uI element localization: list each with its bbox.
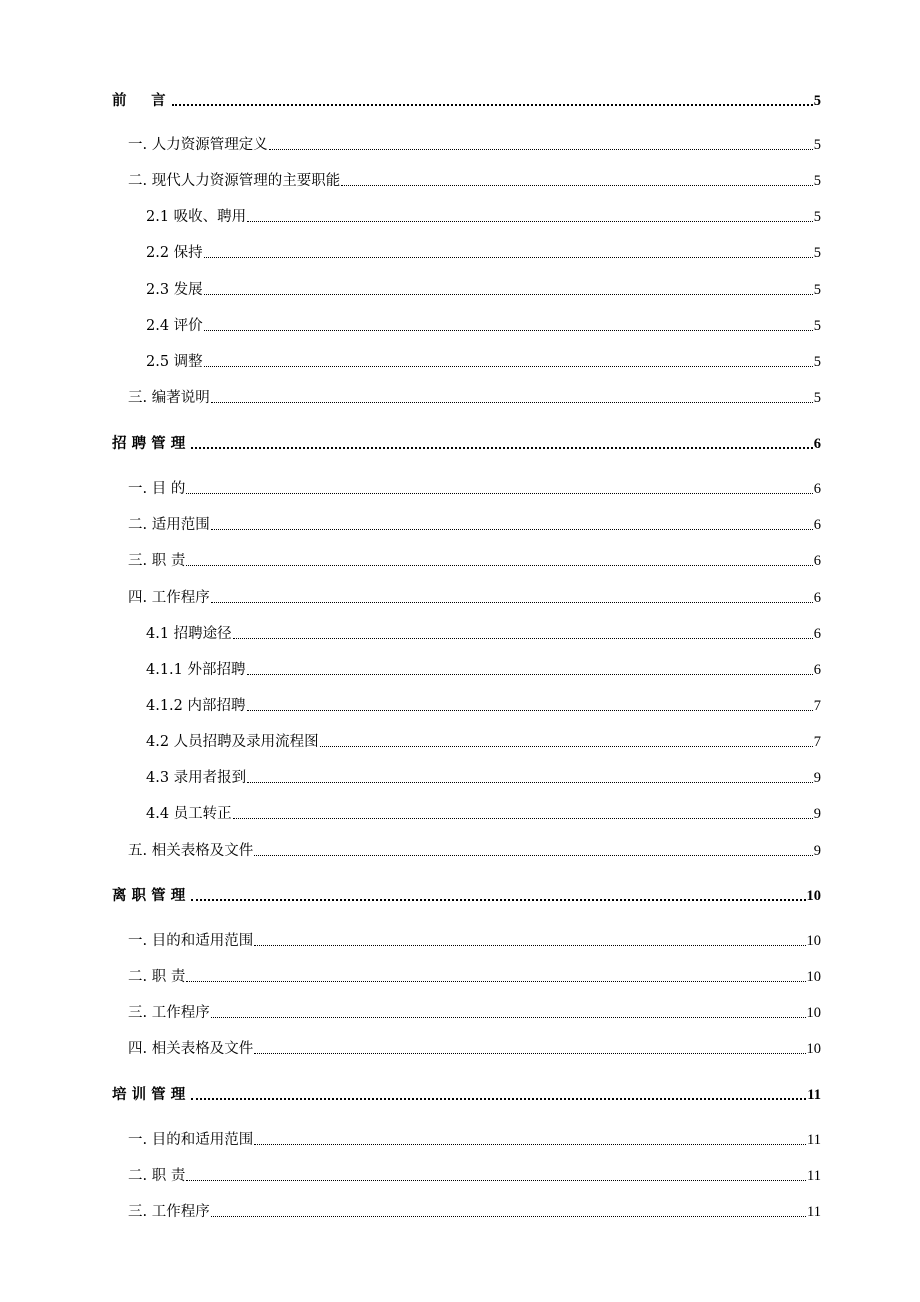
toc-entry[interactable]	[128, 1004, 821, 1022]
toc-entry-label: 一. 目 的	[128, 481, 186, 497]
toc-dot-leader	[211, 602, 813, 603]
toc-entry[interactable]	[128, 516, 821, 534]
toc-entry-label: 2.4 评价	[146, 318, 203, 334]
toc-entry[interactable]	[146, 769, 821, 787]
toc-dot-leader	[204, 330, 813, 331]
toc-entry-label: 三. 工作程序	[128, 1204, 210, 1220]
toc-page-number: 11	[807, 1168, 821, 1184]
toc-page-number: 7	[813, 698, 821, 714]
toc-entry-label: 三. 职 责	[128, 553, 186, 569]
toc-entry-label: 4.4 员工转正	[146, 806, 232, 822]
toc-entry-label: 二. 职 责	[128, 969, 186, 985]
toc-entry-preface[interactable]	[112, 92, 821, 110]
toc-entry[interactable]	[128, 968, 821, 986]
toc-entry[interactable]	[146, 281, 821, 299]
toc-entry-label: 2.2 保持	[146, 245, 203, 261]
toc-dot-leader	[204, 257, 813, 258]
toc-dot-leader	[254, 945, 805, 946]
toc-page-number: 10	[806, 933, 821, 949]
toc-entry-label: 培训管理	[112, 1086, 191, 1103]
toc-entry[interactable]	[146, 244, 821, 262]
toc-entry-label: 一. 目的和适用范围	[128, 1132, 254, 1148]
toc-entry[interactable]	[146, 733, 821, 751]
toc-entry[interactable]	[128, 136, 821, 154]
toc-dot-leader	[247, 782, 813, 783]
toc-page-number: 10	[806, 1005, 821, 1021]
toc-page-number: 9	[813, 843, 821, 859]
toc-dot-leader	[204, 294, 813, 295]
toc-page-number: 6	[813, 590, 821, 606]
toc-entry[interactable]	[146, 805, 821, 823]
toc-entry[interactable]	[146, 697, 821, 715]
toc-entry-label: 4.1.1 外部招聘	[146, 662, 246, 678]
toc-page-number: 6	[813, 436, 821, 452]
toc-entry-label: 招聘管理	[112, 435, 191, 452]
toc-page-number: 6	[813, 481, 821, 497]
toc-entry-label: 二. 职 责	[128, 1168, 186, 1184]
toc-entry[interactable]	[146, 353, 821, 371]
toc-dot-leader	[247, 674, 813, 675]
toc-page-number: 11	[807, 1087, 821, 1103]
toc-dot-leader	[211, 529, 813, 530]
toc-entry[interactable]	[146, 208, 821, 226]
toc-entry[interactable]	[128, 172, 821, 190]
toc-entry-label: 离职管理	[112, 887, 191, 904]
toc-entry-label: 三. 编著说明	[128, 390, 210, 406]
toc-entry[interactable]	[128, 552, 821, 570]
toc-entry-label: 五. 相关表格及文件	[128, 843, 254, 859]
toc-entry-training[interactable]	[112, 1086, 821, 1104]
toc-page-number: 5	[813, 354, 821, 370]
toc-dot-leader	[204, 366, 813, 367]
toc-entry[interactable]	[128, 1131, 821, 1149]
toc-dot-leader	[233, 818, 813, 819]
toc-page-number: 5	[813, 245, 821, 261]
toc-entry[interactable]	[128, 932, 821, 950]
toc-dot-leader	[211, 1216, 806, 1217]
toc-entry-label: 三. 工作程序	[128, 1005, 210, 1021]
toc-dot-leader	[254, 1144, 806, 1145]
toc-page-number: 9	[813, 770, 821, 786]
toc-dot-leader	[186, 493, 812, 494]
toc-dot-leader	[341, 185, 813, 186]
toc-entry-label: 4.2 人员招聘及录用流程图	[146, 734, 319, 750]
toc-page-number: 5	[813, 93, 821, 109]
toc-entry[interactable]	[128, 589, 821, 607]
toc-entry-label: 2.3 发展	[146, 282, 203, 298]
toc-dot-leader	[191, 447, 812, 449]
toc-dot-leader	[247, 710, 813, 711]
toc-entry[interactable]	[128, 842, 821, 860]
toc-entry-label: 前 言	[112, 92, 171, 109]
toc-dot-leader	[186, 565, 812, 566]
toc-page-number: 5	[813, 390, 821, 406]
toc-page-number: 10	[806, 1041, 821, 1057]
toc-entry-label: 一. 目的和适用范围	[128, 933, 254, 949]
toc-entry[interactable]	[146, 625, 821, 643]
toc-page-number: 5	[813, 137, 821, 153]
toc-dot-leader	[320, 746, 813, 747]
toc-page-number: 10	[806, 969, 821, 985]
toc-page-number: 6	[813, 553, 821, 569]
toc-page-number: 6	[813, 517, 821, 533]
toc-page-number: 7	[813, 734, 821, 750]
toc-entry[interactable]	[128, 1167, 821, 1185]
toc-entry[interactable]	[128, 1203, 821, 1221]
toc-dot-leader	[191, 899, 805, 901]
toc-entry[interactable]	[128, 480, 821, 498]
toc-page-number: 9	[813, 806, 821, 822]
toc-dot-leader	[211, 1017, 806, 1018]
toc-entry-label: 2.5 调整	[146, 354, 203, 370]
toc-entry-label: 二. 现代人力资源管理的主要职能	[128, 173, 341, 189]
toc-entry-label: 一. 人力资源管理定义	[128, 137, 268, 153]
toc-entry-label: 二. 适用范围	[128, 517, 210, 533]
toc-page-number: 5	[813, 318, 821, 334]
toc-page-number: 5	[813, 282, 821, 298]
toc-entry[interactable]	[128, 1040, 821, 1058]
toc-dot-leader	[172, 104, 813, 106]
toc-entry-label: 4.3 录用者报到	[146, 770, 247, 786]
toc-dot-leader	[211, 402, 813, 403]
toc-entry-label: 四. 相关表格及文件	[128, 1041, 254, 1057]
toc-entry[interactable]	[128, 389, 821, 407]
toc-page-number: 5	[813, 173, 821, 189]
toc-entry[interactable]	[146, 661, 821, 679]
toc-dot-leader	[247, 221, 813, 222]
toc-dot-leader	[269, 149, 813, 150]
toc-dot-leader	[233, 638, 813, 639]
toc-page-number: 6	[813, 662, 821, 678]
toc-entry-label: 4.1 招聘途径	[146, 626, 232, 642]
toc-page-number: 6	[813, 626, 821, 642]
toc-entry[interactable]	[146, 317, 821, 335]
toc-page-number: 11	[807, 1204, 821, 1220]
toc-entry-label: 4.1.2 内部招聘	[146, 698, 246, 714]
toc-dot-leader	[254, 1053, 805, 1054]
toc-page-number: 10	[806, 888, 821, 904]
toc-dot-leader	[191, 1098, 806, 1100]
toc-entry-label: 四. 工作程序	[128, 590, 210, 606]
toc-entry-label: 2.1 吸收、聘用	[146, 209, 247, 225]
toc-dot-leader	[186, 981, 805, 982]
toc-page-number: 11	[807, 1132, 821, 1148]
toc-entry-recruitment[interactable]	[112, 435, 821, 453]
toc-page-number: 5	[813, 209, 821, 225]
toc-entry-resignation[interactable]	[112, 887, 821, 905]
toc-dot-leader	[186, 1180, 806, 1181]
toc-dot-leader	[254, 855, 813, 856]
